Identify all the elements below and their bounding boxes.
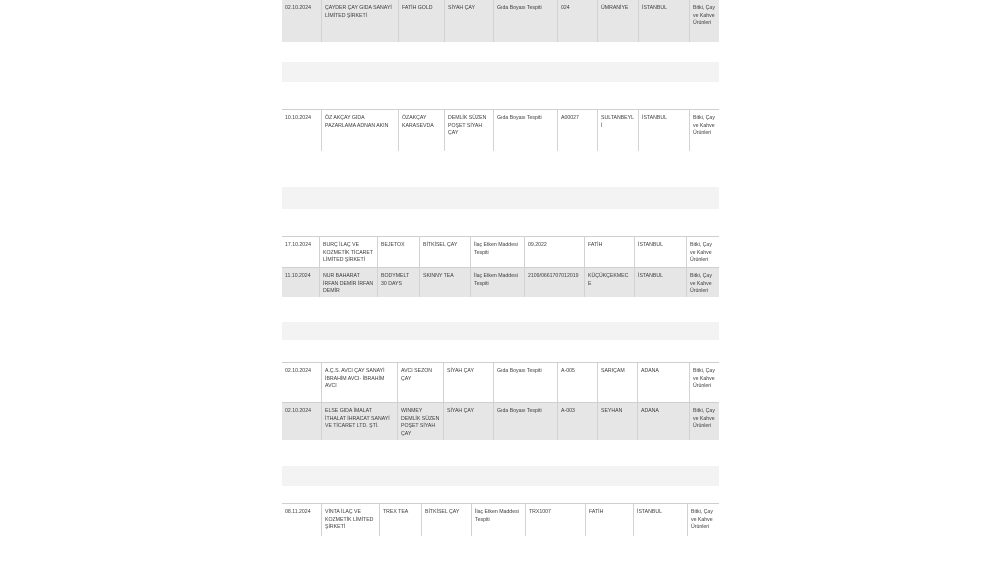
brand-cell: WINMEY DEMLİK SÜZEN POŞET SİYAH ÇAY	[398, 403, 444, 440]
company-cell: VİNTA İLAÇ VE KOZMETİK LİMİTED ŞİRKETİ	[322, 504, 380, 536]
violation-cell: Gıda Boyası Tespiti	[494, 363, 558, 402]
violation-cell: Gıda Boyası Tespiti	[494, 403, 558, 440]
document-page	[282, 0, 719, 562]
province-cell: İSTANBUL	[635, 268, 687, 297]
company-cell: ÖZ AKÇAY GIDA PAZARLAMA ADNAN AKIN	[322, 110, 399, 151]
table-row	[282, 0, 719, 42]
district-cell: FATİH	[586, 504, 634, 536]
violation-cell: Gıda Boyası Tespiti	[494, 0, 558, 42]
province-cell: İSTANBUL	[639, 0, 690, 42]
section-separator	[282, 466, 719, 486]
province-cell: İSTANBUL	[634, 504, 688, 536]
company-cell: BURÇ İLAÇ VE KOZMETİK TİCARET LİMİTED ŞİRKETİ	[320, 237, 378, 267]
brand-cell: TREX TEA	[380, 504, 422, 536]
table-row	[282, 362, 719, 402]
batch-cell: A-003	[558, 403, 598, 440]
company-cell: NUR BAHARAT İRFAN DEMİR İRFAN DEMİR	[320, 268, 378, 297]
table-row	[282, 236, 719, 267]
company-cell: ELSE GIDA İMALAT İTHALAT İHRACAT SANAYİ VE TİCARET LTD. ŞTİ.	[322, 403, 398, 440]
district-cell: SEYHAN	[598, 403, 638, 440]
date-cell: 17.10.2024	[282, 237, 320, 267]
table-fragment	[282, 0, 719, 42]
category-cell: Bitki, Çay ve Kahve Ürünleri	[691, 509, 713, 531]
table-fragment	[282, 503, 719, 536]
brand-cell: BEJETOX	[378, 237, 420, 267]
brand-cell: ÖZAKÇAY KARASEVDA	[399, 110, 445, 151]
batch-cell: 09.2022	[525, 237, 585, 267]
district-cell: FATİH	[585, 237, 635, 267]
province-cell: ADANA	[638, 363, 690, 402]
product-cell: BİTKİSEL ÇAY	[422, 504, 472, 536]
district-cell: ÜMRANİYE	[598, 0, 639, 42]
province-cell: İSTANBUL	[635, 237, 687, 267]
district-cell: SULTANBEYLİ	[598, 110, 639, 151]
product-cell: SİYAH ÇAY	[444, 403, 494, 440]
product-cell: DEMLİK SÜZEN POŞET SİYAH ÇAY	[445, 110, 494, 151]
batch-cell: 024	[558, 0, 598, 42]
category-cell: Bitki, Çay ve Kahve Ürünleri	[690, 242, 712, 264]
brand-cell: BODYMELT 30 DAYS	[378, 268, 420, 297]
date-cell: 11.10.2024	[282, 268, 320, 297]
date-cell: 02.10.2024	[282, 403, 322, 440]
category-cell: Bitki, Çay ve Kahve Ürünleri	[690, 273, 712, 295]
batch-cell: TRX1007	[526, 504, 586, 536]
violation-cell: İlaç Etken Maddesi Tespiti	[471, 237, 525, 267]
product-cell: SİYAH ÇAY	[445, 0, 494, 42]
table-fragment	[282, 109, 719, 151]
batch-cell: 2109/0661707012019	[525, 268, 585, 297]
product-cell: SKINNY TEA	[420, 268, 471, 297]
date-cell: 02.10.2024	[282, 363, 322, 402]
batch-cell: A-005	[558, 363, 598, 402]
brand-cell: AVCI SEZON ÇAY	[398, 363, 444, 402]
district-cell: KÜÇÜKÇEKMECE	[585, 268, 635, 297]
batch-cell: A00027	[558, 110, 598, 151]
table-row	[282, 402, 719, 440]
district-cell: SARIÇAM	[598, 363, 638, 402]
violation-cell: Gıda Boyası Tespiti	[494, 110, 558, 151]
company-cell: A.Ç.S. AVCI ÇAY SANAYİ İBRAHİM AVCI- İBRAHİM AVCI	[322, 363, 398, 402]
province-cell: İSTANBUL	[639, 110, 690, 151]
table-row	[282, 267, 719, 297]
section-separator	[282, 62, 719, 82]
category-cell: Bitki, Çay ve Kahve Ürünleri	[693, 115, 715, 137]
category-cell: Bitki, Çay ve Kahve Ürünleri	[693, 408, 715, 430]
category-cell: Bitki, Çay ve Kahve Ürünleri	[693, 5, 715, 27]
province-cell: ADANA	[638, 403, 690, 440]
section-separator	[282, 187, 719, 209]
table-fragment	[282, 362, 719, 440]
table-row	[282, 109, 719, 151]
table-row	[282, 503, 719, 536]
date-cell: 10.10.2024	[282, 110, 322, 151]
product-cell: BİTKİSEL ÇAY	[420, 237, 471, 267]
company-cell: ÇAYDER ÇAY GIDA SANAYİ LİMİTED ŞİRKETİ	[322, 0, 399, 42]
date-cell: 02.10.2024	[282, 0, 322, 42]
section-separator	[282, 322, 719, 340]
violation-cell: İlaç Etken Maddesi Tespiti	[472, 504, 526, 536]
category-cell: Bitki, Çay ve Kahve Ürünleri	[693, 368, 715, 390]
table-fragment	[282, 236, 719, 297]
date-cell: 08.11.2024	[282, 504, 322, 536]
product-cell: SİYAH ÇAY	[444, 363, 494, 402]
brand-cell: FATİH GOLD	[399, 0, 445, 42]
violation-cell: İlaç Etken Maddesi Tespiti	[471, 268, 525, 297]
